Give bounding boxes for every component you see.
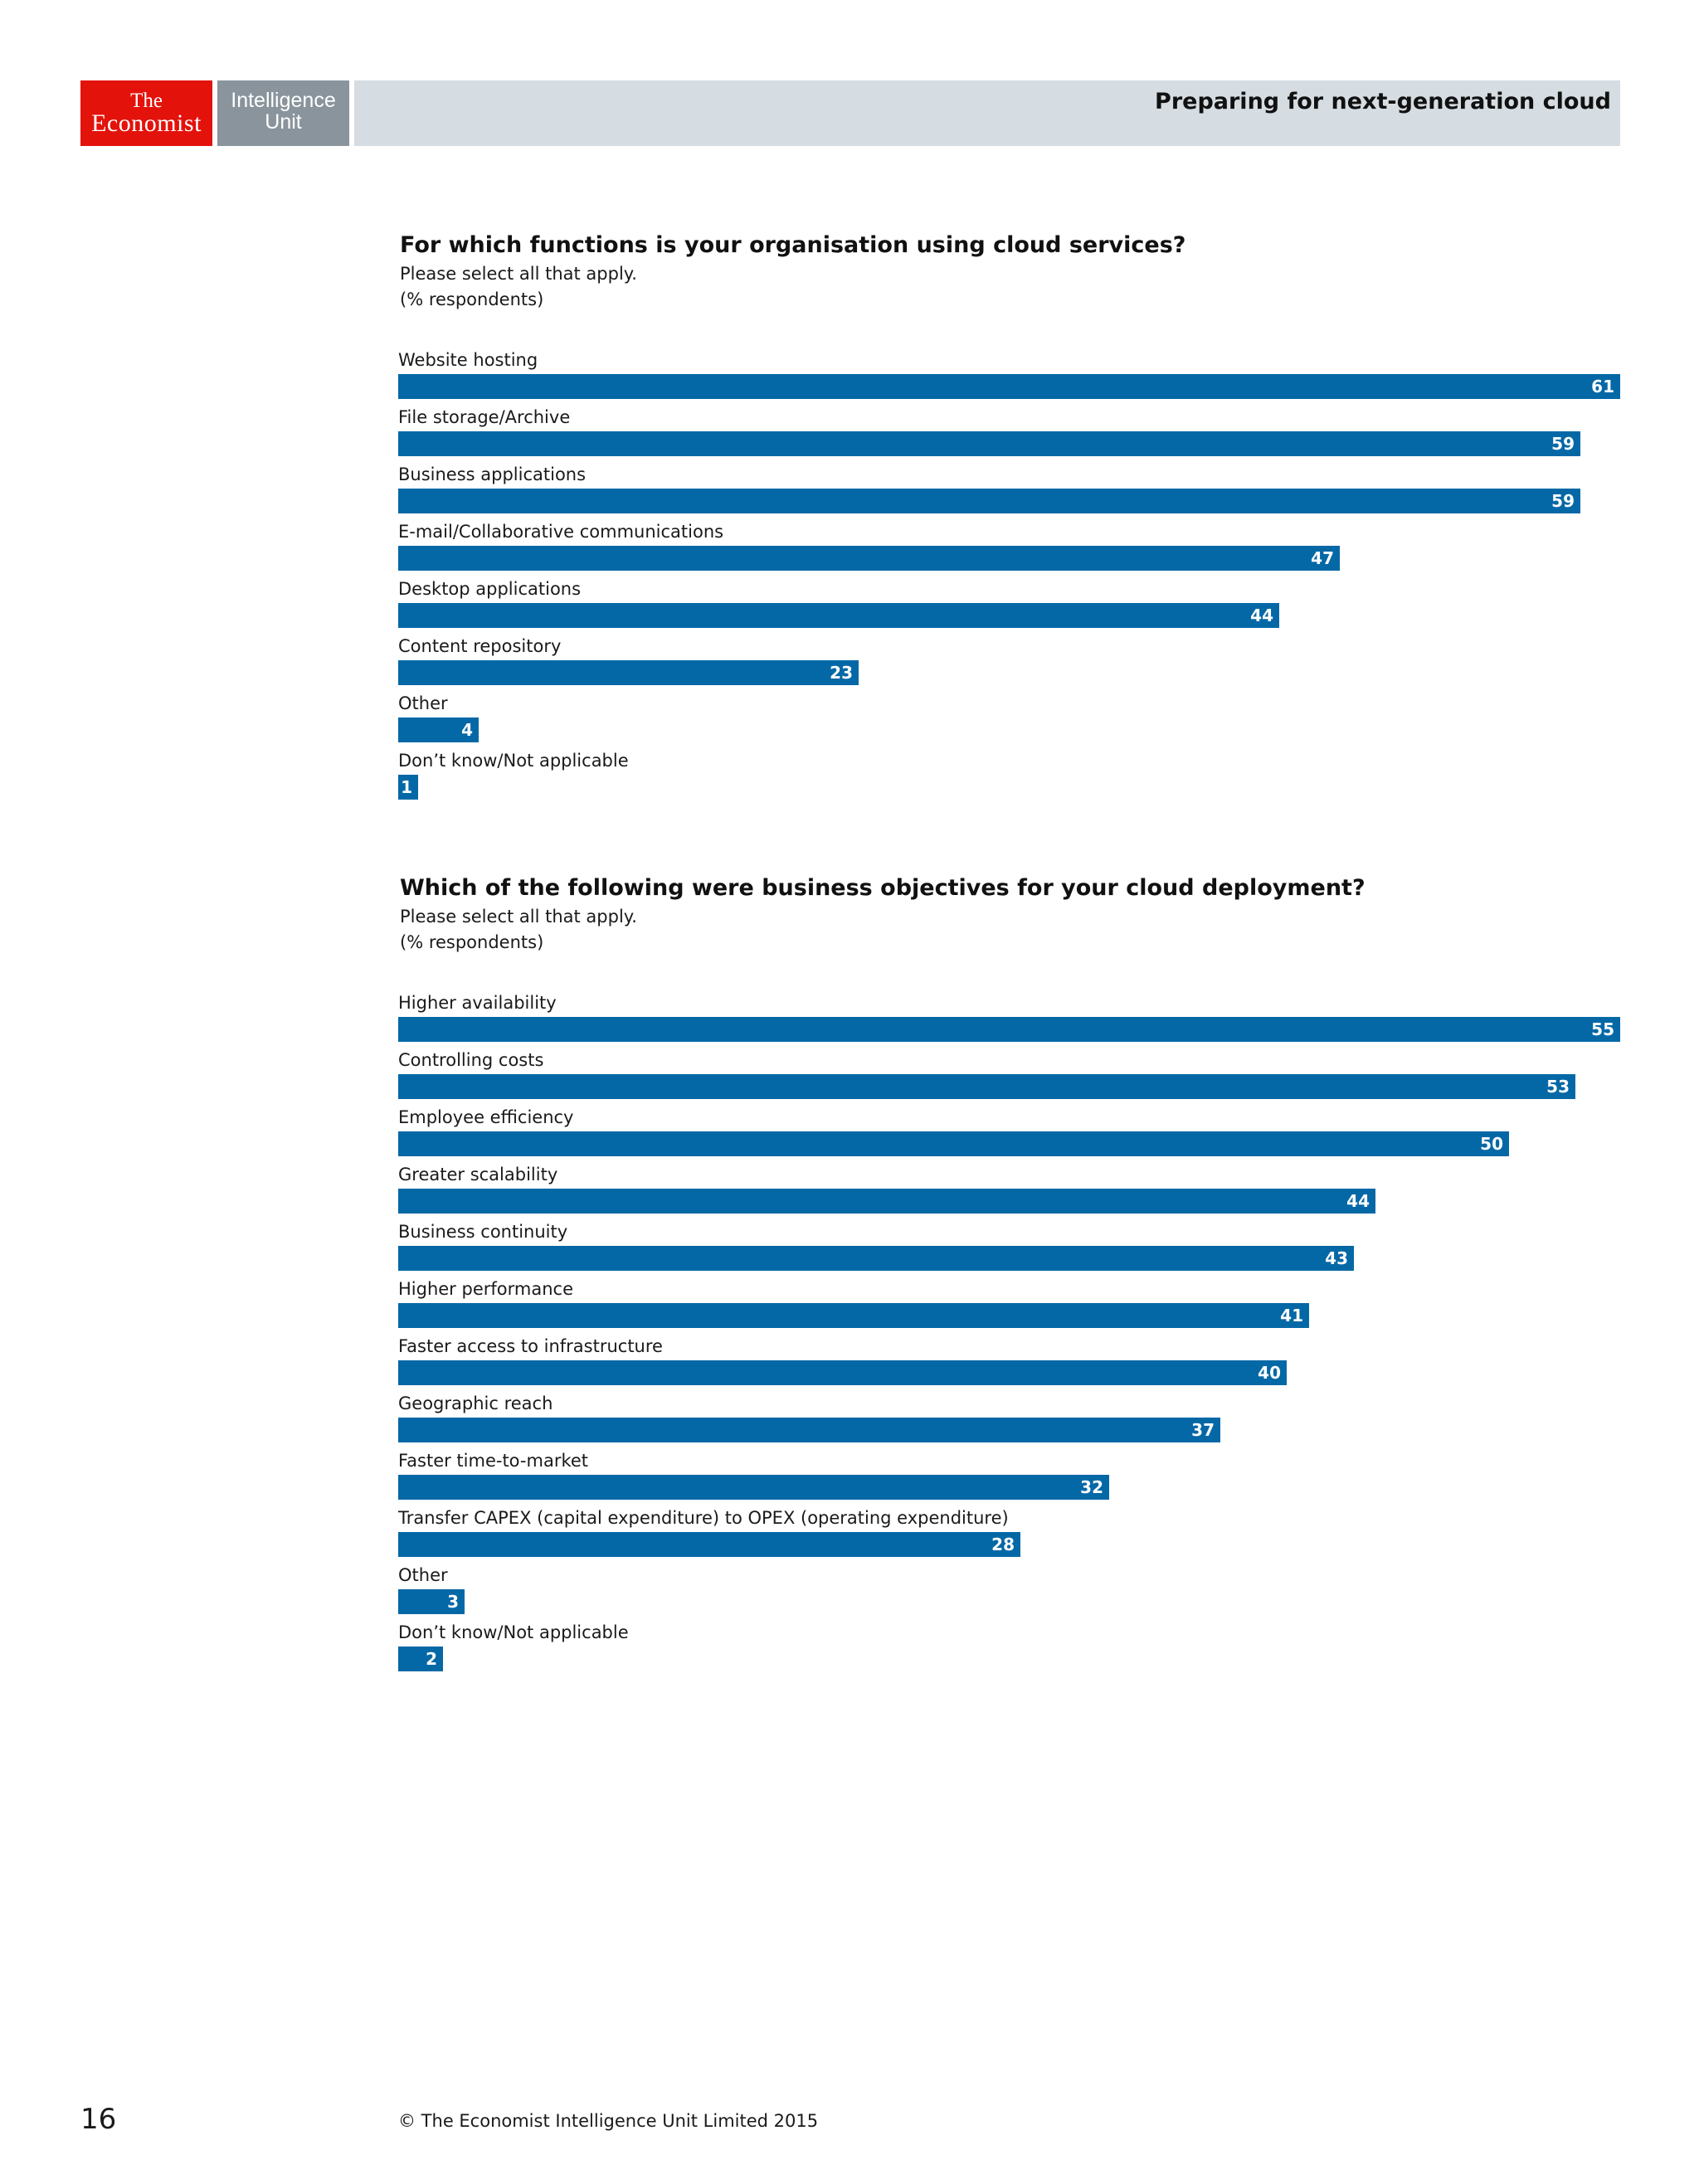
bar-value-label: 59 [1551,491,1575,511]
economist-logo [80,80,212,146]
logo-word-economist: Economist [91,109,202,137]
chart-title: Which of the following were business objectives for your cloud deployment? [400,875,1366,901]
bar-value-label: 59 [1551,434,1575,454]
business-objectives-chart [398,875,1620,1671]
bar-value-label: 43 [1325,1248,1348,1268]
logo-word-unit: Unit [265,110,302,134]
bar-row [398,693,1620,751]
bar-category-label: Faster time-to-market [398,1451,589,1471]
bar [398,431,1580,456]
bar [398,717,479,742]
chart-subtitle: Please select all that apply. [400,907,637,927]
bar-category-label: Website hosting [398,350,538,370]
bar [398,1189,1375,1214]
bar [398,1246,1354,1271]
bar-value-label: 44 [1250,606,1273,625]
bar-row [398,1394,1620,1451]
bar [398,603,1279,628]
logo-word-intelligence: Intelligence [231,89,336,112]
chart-title: For which functions is your organisation using cloud services? [400,232,1186,258]
chart-unit-note: (% respondents) [400,289,544,309]
bar-row [398,1508,1620,1565]
page-number: 16 [80,2103,117,2136]
bar-value-label: 61 [1591,377,1614,396]
bar-row [398,1222,1620,1279]
bar [398,1360,1287,1385]
bar-value-label: 4 [461,720,473,740]
cloud-functions-chart [398,232,1620,796]
bar-value-label: 53 [1546,1077,1570,1097]
bar-category-label: Business applications [398,465,587,484]
bar-category-label: Don’t know/Not applicable [398,1622,629,1642]
bar-value-label: 41 [1280,1306,1303,1325]
bar-row [398,636,1620,693]
report-title: Preparing for next-generation cloud [1155,89,1611,114]
bar [398,1131,1509,1156]
bar-category-label: Don’t know/Not applicable [398,751,629,771]
bar [398,374,1620,399]
bar-category-label: Higher performance [398,1279,573,1299]
bar-row [398,407,1620,465]
bar-row [398,465,1620,522]
bar-value-label: 32 [1080,1477,1103,1497]
bar [398,1418,1220,1442]
bar-category-label: Employee efficiency [398,1107,574,1127]
bar-value-label: 40 [1258,1363,1281,1383]
bar-row [398,350,1620,407]
bar-category-label: Faster access to infrastructure [398,1336,663,1356]
bar-value-label: 3 [447,1592,459,1612]
bar-row [398,751,1620,808]
bar-category-label: Geographic reach [398,1394,553,1413]
bar-row [398,1451,1620,1508]
logo-word-the: The [130,90,163,112]
bar-value-label: 44 [1346,1191,1370,1211]
bar [398,1647,443,1671]
chart-unit-note: (% respondents) [400,932,544,952]
bar-row [398,1336,1620,1394]
chart-subtitle: Please select all that apply. [400,264,637,284]
bar [398,775,418,800]
bar-row [398,1050,1620,1107]
bar-value-label: 2 [426,1649,437,1669]
bar-value-label: 50 [1480,1134,1503,1154]
bar [398,1074,1575,1099]
bar-category-label: File storage/Archive [398,407,571,427]
bar-row [398,579,1620,636]
bar-row [398,1165,1620,1222]
bar-row [398,1565,1620,1622]
header-bar [354,80,1620,146]
bar-value-label: 28 [991,1535,1015,1554]
bar-category-label: Other [398,1565,448,1585]
bar [398,1589,465,1614]
intelligence-unit-logo [217,80,349,146]
bar [398,1532,1020,1557]
bar-value-label: 37 [1191,1420,1215,1440]
bar-row [398,1622,1620,1680]
bar [398,660,859,685]
copyright-notice: © The Economist Intelligence Unit Limited 2015 [398,2111,819,2131]
bar [398,1017,1620,1042]
bar [398,1475,1109,1500]
bar-value-label: 1 [401,777,412,797]
bar-row [398,1107,1620,1165]
bar [398,1303,1309,1328]
bar-value-label: 47 [1311,548,1334,568]
bar [398,546,1340,571]
bar-category-label: Controlling costs [398,1050,544,1070]
bar-category-label: Other [398,693,448,713]
bar-category-label: Content repository [398,636,562,656]
bar-category-label: Greater scalability [398,1165,558,1184]
bar-category-label: Desktop applications [398,579,582,599]
bar-row [398,1279,1620,1336]
bar-category-label: E-mail/Collaborative communications [398,522,724,542]
bar-row [398,993,1620,1050]
bar-category-label: Higher availability [398,993,557,1013]
bar-value-label: 55 [1591,1019,1614,1039]
bar-value-label: 23 [830,663,853,683]
bar-category-label: Business continuity [398,1222,568,1242]
bar [398,489,1580,513]
bar-row [398,522,1620,579]
bar-category-label: Transfer CAPEX (capital expenditure) to OPEX (operating expenditure) [398,1508,1009,1528]
